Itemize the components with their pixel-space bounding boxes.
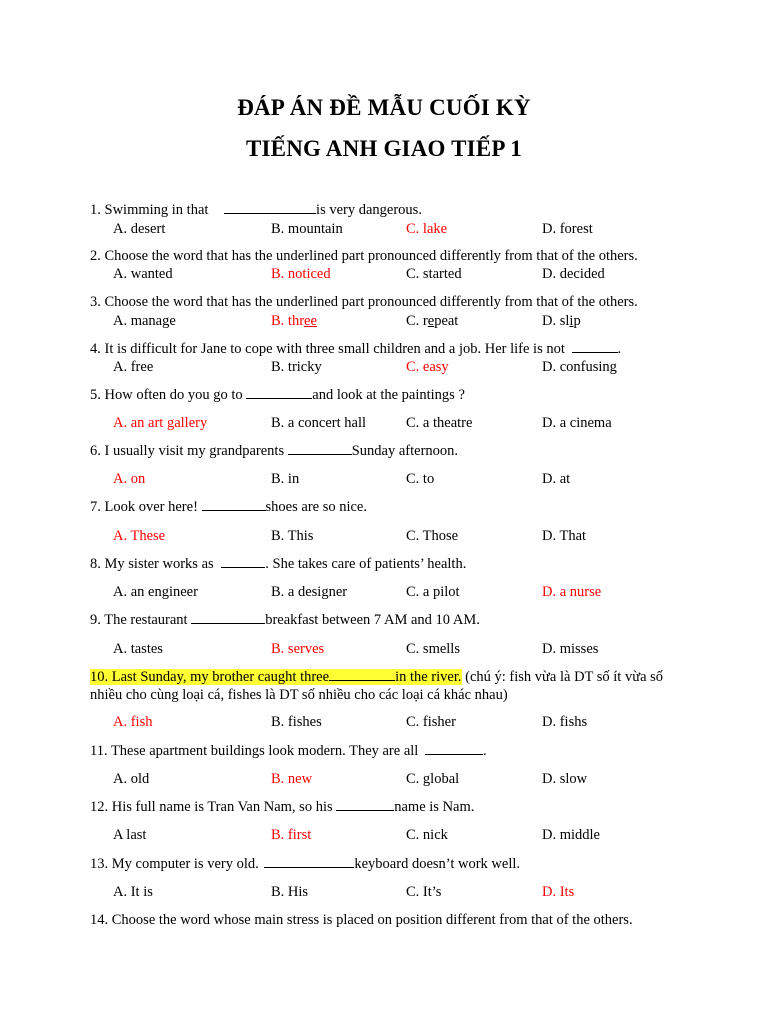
answer-blank (336, 798, 394, 811)
option-b: B. This (271, 528, 314, 544)
option-d-correct: D. Its (542, 884, 575, 900)
option-b-correct: B. three (271, 313, 317, 329)
option-a: A. wanted (113, 266, 173, 282)
option-b-correct: B. noticed (271, 266, 331, 282)
document-title: ĐÁP ÁN ĐỀ MẪU CUỐI KỲ (237, 95, 531, 120)
answer-blank (329, 668, 395, 681)
option-a: A. desert (113, 221, 166, 237)
question-3: 3. Choose the word that has the underlined part pronounced differently from that of the others. (90, 294, 638, 310)
question-9: 9. The restaurant breakfast between 7 AM and 10 AM. (90, 612, 480, 628)
underlined-sound: e (427, 313, 435, 329)
options-12 (0, 826, 768, 844)
option-a: A. an engineer (113, 584, 198, 600)
option-d: D. slip (542, 313, 581, 329)
grammar-note: (chú ý: fish vừa là DT số ít vừa số nhiều cho cùng loại cá, fishes là DT số nhiều cho các loại cá khác nhau) (90, 669, 664, 703)
options-5 (0, 414, 768, 432)
options-13 (0, 883, 768, 901)
option-c: C. smells (406, 641, 460, 657)
option-a: A. It is (113, 884, 153, 900)
option-c: C. a theatre (406, 415, 473, 431)
options-9 (0, 640, 768, 658)
option-a: A. tastes (113, 641, 163, 657)
underlined-sound: i (569, 313, 574, 329)
option-d-correct: D. a nurse (542, 584, 602, 600)
question-6: 6. I usually visit my grandparents Sunday afternoon. (90, 443, 459, 459)
answer-blank (246, 386, 312, 399)
question-4: 4. It is difficult for Jane to cope with three small children and a job. Her life is not . (90, 341, 622, 357)
question-7: 7. Look over here! shoes are so nice. (90, 499, 367, 515)
question-5: 5. How often do you go to and look at the paintings ? (90, 387, 465, 403)
answer-blank (288, 442, 352, 455)
option-d: D. That (542, 528, 587, 544)
option-c: C. to (406, 471, 435, 487)
option-a: A last (113, 827, 147, 843)
highlighted-question: 10. Last Sunday, my brother caught three in the river. (90, 669, 462, 685)
option-b: B. mountain (271, 221, 343, 237)
options-3 (0, 312, 768, 330)
options-4 (0, 358, 768, 376)
answer-blank (224, 201, 316, 214)
answer-blank (191, 611, 265, 624)
question-8: 8. My sister works as . She takes care of patients’ health. (90, 556, 467, 572)
option-b-correct: B. first (271, 827, 312, 843)
document-subtitle: TIẾNG ANH GIAO TIẾP 1 (245, 136, 522, 161)
option-d: D. decided (542, 266, 605, 282)
answer-blank (425, 742, 483, 755)
option-d: D. a cinema (542, 415, 612, 431)
question-10 (90, 668, 682, 704)
option-b: B. fishes (271, 714, 322, 730)
options-2 (0, 265, 768, 283)
question-11: 11. These apartment buildings look modern. They are all . (90, 743, 487, 759)
option-c: C. fisher (406, 714, 456, 730)
option-c: C. a pilot (406, 584, 460, 600)
option-d: D. forest (542, 221, 593, 237)
answer-blank (221, 555, 265, 568)
options-10 (0, 713, 768, 731)
option-d: D. at (542, 471, 571, 487)
answer-blank (572, 340, 618, 353)
option-a-correct: A. fish (113, 714, 153, 730)
underlined-sound: ee (304, 313, 317, 329)
question-1: 1. Swimming in that is very dangerous. (90, 202, 422, 218)
option-b-correct: B. new (271, 771, 313, 787)
option-b: B. in (271, 471, 300, 487)
option-a-correct: A. on (113, 471, 146, 487)
option-b: B. His (271, 884, 309, 900)
option-a: A. old (113, 771, 150, 787)
option-b: B. tricky (271, 359, 322, 375)
underlined-sound: g (162, 313, 170, 329)
question-13: 13. My computer is very old. keyboard doesn’t work well. (90, 856, 521, 872)
option-c: C. global (406, 771, 460, 787)
answer-blank (264, 855, 354, 868)
option-d: D. middle (542, 827, 600, 843)
option-a: A. free (113, 359, 154, 375)
option-a-correct: A. These (113, 528, 166, 544)
option-c: C. started (406, 266, 462, 282)
question-14: 14. Choose the word whose main stress is placed on position different from that of the others. (90, 912, 633, 928)
option-b: B. a designer (271, 584, 348, 600)
question-12: 12. His full name is Tran Van Nam, so his name is Nam. (90, 799, 475, 815)
option-c-correct: C. lake (406, 221, 448, 237)
option-d: D. fishs (542, 714, 588, 730)
option-c-correct: C. easy (406, 359, 449, 375)
option-c: C. repeat (406, 313, 459, 329)
option-a-correct: A. an art gallery (113, 415, 208, 431)
option-d: D. slow (542, 771, 588, 787)
options-6 (0, 470, 768, 488)
options-8 (0, 583, 768, 601)
option-c: C. It’s (406, 884, 442, 900)
option-d: D. confusing (542, 359, 617, 375)
option-c: C. nick (406, 827, 448, 843)
option-d: D. misses (542, 641, 599, 657)
options-11 (0, 770, 768, 788)
option-a: A. manage (113, 313, 176, 329)
answer-blank (202, 498, 266, 511)
option-b: B. a concert hall (271, 415, 367, 431)
options-7 (0, 527, 768, 545)
option-b-correct: B. serves (271, 641, 325, 657)
question-2: 2. Choose the word that has the underlined part pronounced differently from that of the others. (90, 248, 638, 264)
option-c: C. Those (406, 528, 459, 544)
options-1 (0, 220, 768, 238)
